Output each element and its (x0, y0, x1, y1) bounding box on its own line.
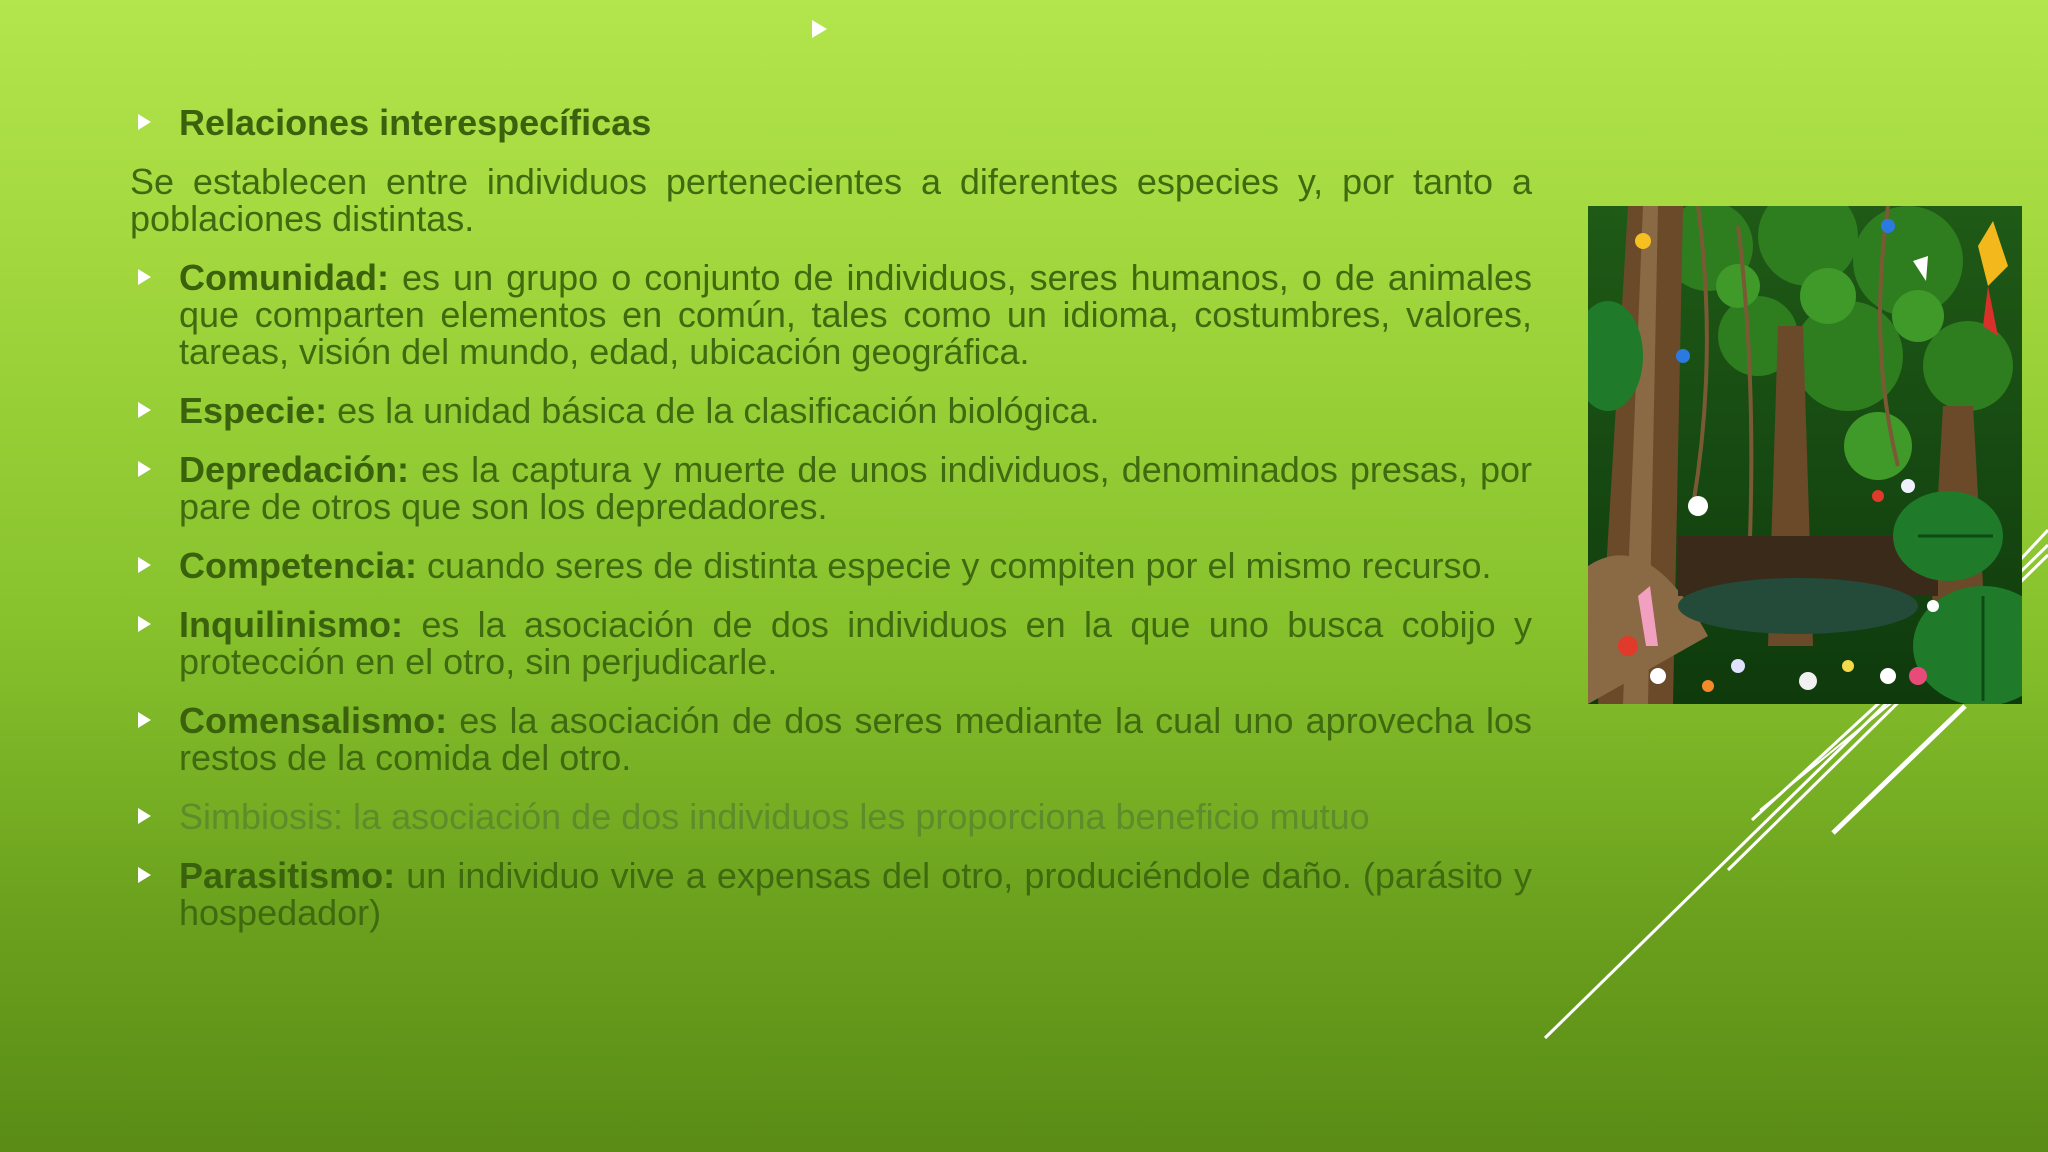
bullet-parasitismo (130, 857, 1532, 931)
bullet-text: es la asociación de dos seres mediante la cual uno aprovecha los restos de la comida del otro. (179, 700, 1532, 778)
bullet-term: Depredación: (179, 449, 410, 490)
triangle-right-icon (138, 557, 151, 573)
triangle-right-icon (138, 269, 151, 285)
bullet-text: cuando seres de distinta especie y compiten por el mismo recurso. (417, 545, 1492, 586)
bullet-heading (130, 104, 1532, 141)
intro-paragraph: Se establecen entre individuos pertenecientes a diferentes especies y, por tanto a poblaciones distintas. (130, 161, 1532, 239)
triangle-right-icon (138, 867, 151, 883)
triangle-right-icon (138, 402, 151, 418)
bullet-text: un individuo vive a expensas del otro, produciéndole daño. (parásito y hospedador) (179, 855, 1532, 933)
slide-body (130, 104, 1532, 953)
bullet-term: Parasitismo: (179, 855, 396, 896)
bullet-term: Comensalismo: (179, 700, 448, 741)
bullet-depredacion (130, 451, 1532, 525)
bullet-inquilinismo (130, 606, 1532, 680)
bullet-simbiosis (130, 798, 1532, 835)
triangle-right-icon (138, 461, 151, 477)
triangle-right-icon (138, 712, 151, 728)
bullet-text: Simbiosis: la asociación de dos individuos les proporciona beneficio mutuo (179, 796, 1370, 837)
heading-label: Relaciones interespecíficas (179, 102, 652, 143)
bullet-term: Especie: (179, 390, 328, 431)
bullet-comunidad (130, 259, 1532, 370)
bullet-text: es la captura y muerte de unos individuos, denominados presas, por pare de otros que son los depredadores. (179, 449, 1532, 527)
triangle-right-icon (138, 616, 151, 632)
triangle-right-icon (138, 114, 151, 130)
bullet-term: Comunidad: (179, 257, 389, 298)
bullet-competencia (130, 547, 1532, 584)
bullet-comensalismo (130, 702, 1532, 776)
bullet-especie (130, 392, 1532, 429)
bullet-term: Inquilinismo: (179, 604, 403, 645)
bullet-text: es la asociación de dos individuos en la que uno busca cobijo y protección en el otro, sin perjudicarle. (179, 604, 1532, 682)
bullet-term: Competencia: (179, 545, 418, 586)
triangle-right-icon (138, 808, 151, 824)
bullet-text: es un grupo o conjunto de individuos, seres humanos, o de animales que comparten elementos en común, tales como un idioma, costumbres, valores, tareas, visión del mundo, edad, ubicación geográfica. (179, 257, 1532, 372)
rainforest-image (1588, 206, 2022, 704)
bullet-text: es la unidad básica de la clasificación biológica. (327, 390, 1100, 431)
